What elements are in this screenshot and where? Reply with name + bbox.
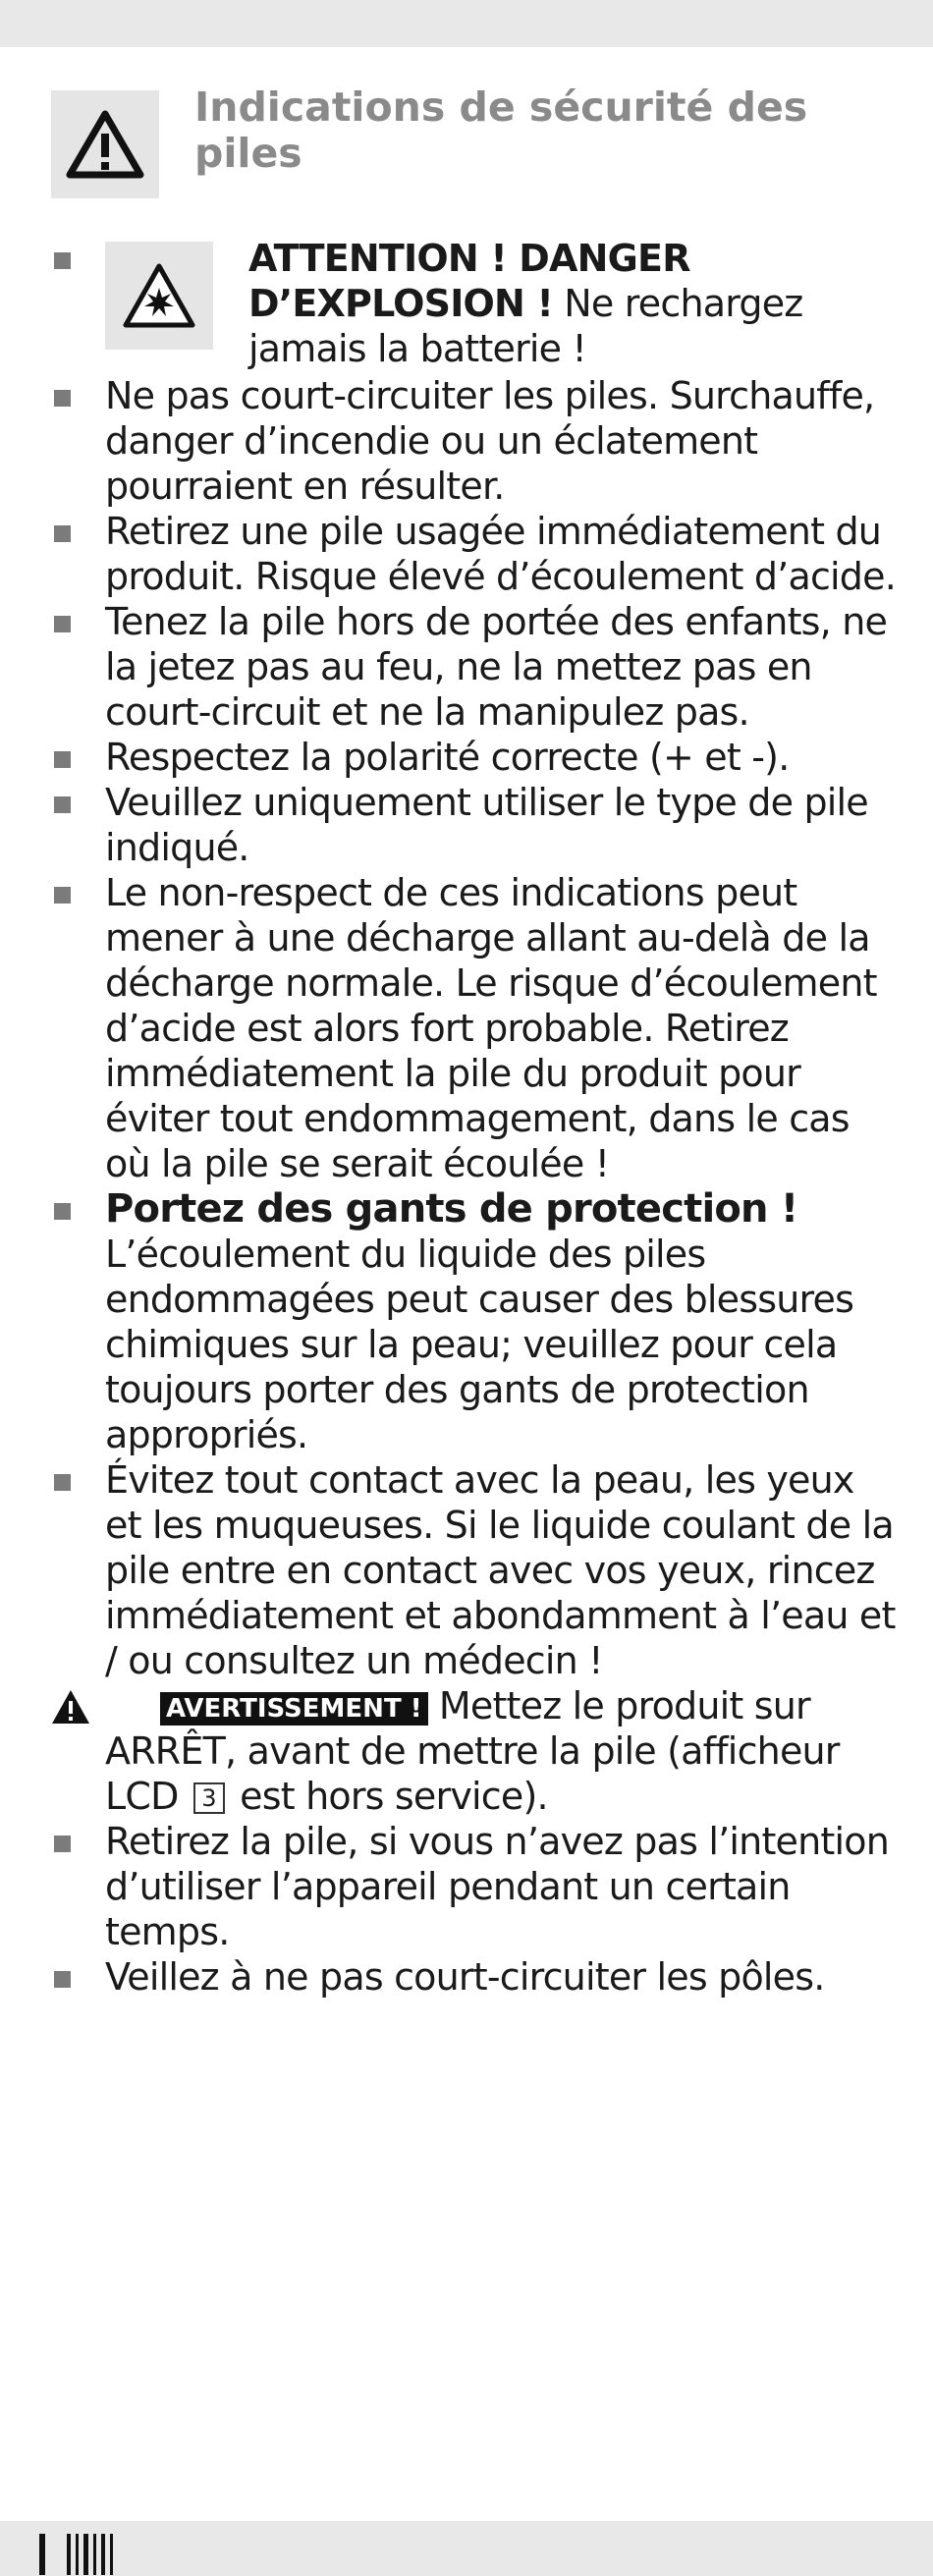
- section-title: Indications de sécurité des piles: [194, 83, 808, 177]
- lcd-reference: 3: [193, 1782, 225, 1814]
- bullet: [54, 1474, 71, 1491]
- list-item: [51, 373, 896, 509]
- item-text: Veillez à ne pas court-circuiter les pôles.: [105, 1955, 825, 1999]
- item-text: L’écoulement du liquide des piles endommagées peut causer des blessures chimiques sur la peau; veuillez pour cela toujours porter des gants de protection appropriés.: [105, 1233, 854, 1456]
- list-item: [51, 1819, 896, 1954]
- explosion-hazard-icon: [105, 242, 213, 350]
- item-text: Retirez la pile, si vous n’avez pas l’intention d’utiliser l’appareil pendant un certain temps.: [105, 1820, 890, 1953]
- item-text: Respectez la polarité correcte (+ et -).: [105, 736, 790, 779]
- gloves-heading: Portez des gants de protection !: [105, 1186, 798, 1232]
- warning-triangle-icon: [51, 1689, 90, 1725]
- danger-heading: ATTENTION ! DANGER D’EXPLOSION !: [248, 237, 690, 325]
- bullet: [54, 796, 71, 813]
- item-text: Retirez une pile usagée immédiatement du produit. Risque élevé d’écoulement d’acide.: [105, 510, 896, 598]
- item-text: Tenez la pile hors de portée des enfants, ne la jetez pas au feu, ne la mettez pas en court-circuit et ne la manipulez pas.: [105, 600, 888, 734]
- list-item: [51, 870, 896, 1186]
- item-text: Le non-respect de ces indications peut mener à une décharge allant au-delà de la décharge normale. Le risque d’écoulement d’acide est alors fort probable. Retirez immédiatement la pile du produit pour éviter tout endommagement, dans le cas où la pile se serait écoulée !: [105, 871, 877, 1185]
- safety-list: [51, 236, 896, 2000]
- bullet: [54, 751, 71, 768]
- warning-notice: [51, 1683, 896, 1819]
- warning-badge: AVERTISSEMENT !: [160, 1692, 428, 1726]
- bullet: [54, 1203, 71, 1220]
- bullet: [54, 616, 71, 632]
- list-item: [51, 1457, 896, 1683]
- bullet: [54, 390, 71, 407]
- warning-text-end: est hors service).: [228, 1775, 548, 1818]
- item-text: Ne rechargez jamais la batterie !: [248, 282, 803, 370]
- bullet: [54, 252, 71, 269]
- warning-triangle-icon: [51, 90, 159, 198]
- bullet: [54, 525, 71, 542]
- list-item: [51, 509, 896, 599]
- list-item: [51, 780, 896, 870]
- warning-text: Mettez le produit sur ARRÊT, avant de mettre la pile (afficheur LCD: [105, 1684, 840, 1818]
- list-item: [51, 735, 896, 780]
- item-text: Évitez tout contact avec la peau, les yeux et les muqueuses. Si le liquide coulant de la pile entre en contact avec vos yeux, rincez immédiatement et abondamment à l’eau et / ou consultez un médecin !: [105, 1458, 896, 1682]
- bullet: [54, 887, 71, 904]
- list-item: [51, 1186, 896, 1457]
- item-text: Veuillez uniquement utiliser le type de pile indiqué.: [105, 781, 868, 869]
- bullet: [54, 1836, 71, 1852]
- page-header-strip: [0, 0, 933, 47]
- barcode-mark: [39, 2534, 118, 2575]
- bullet: [54, 1971, 71, 1988]
- page-footer-strip: [0, 2521, 933, 2576]
- list-item: [51, 599, 896, 735]
- item-text: Ne pas court-circuiter les piles. Surchauffe, danger d’incendie ou un éclatement pourraient en résulter.: [105, 374, 875, 508]
- list-item: [51, 236, 896, 371]
- section-heading: [51, 83, 896, 198]
- list-item: [51, 1954, 896, 2000]
